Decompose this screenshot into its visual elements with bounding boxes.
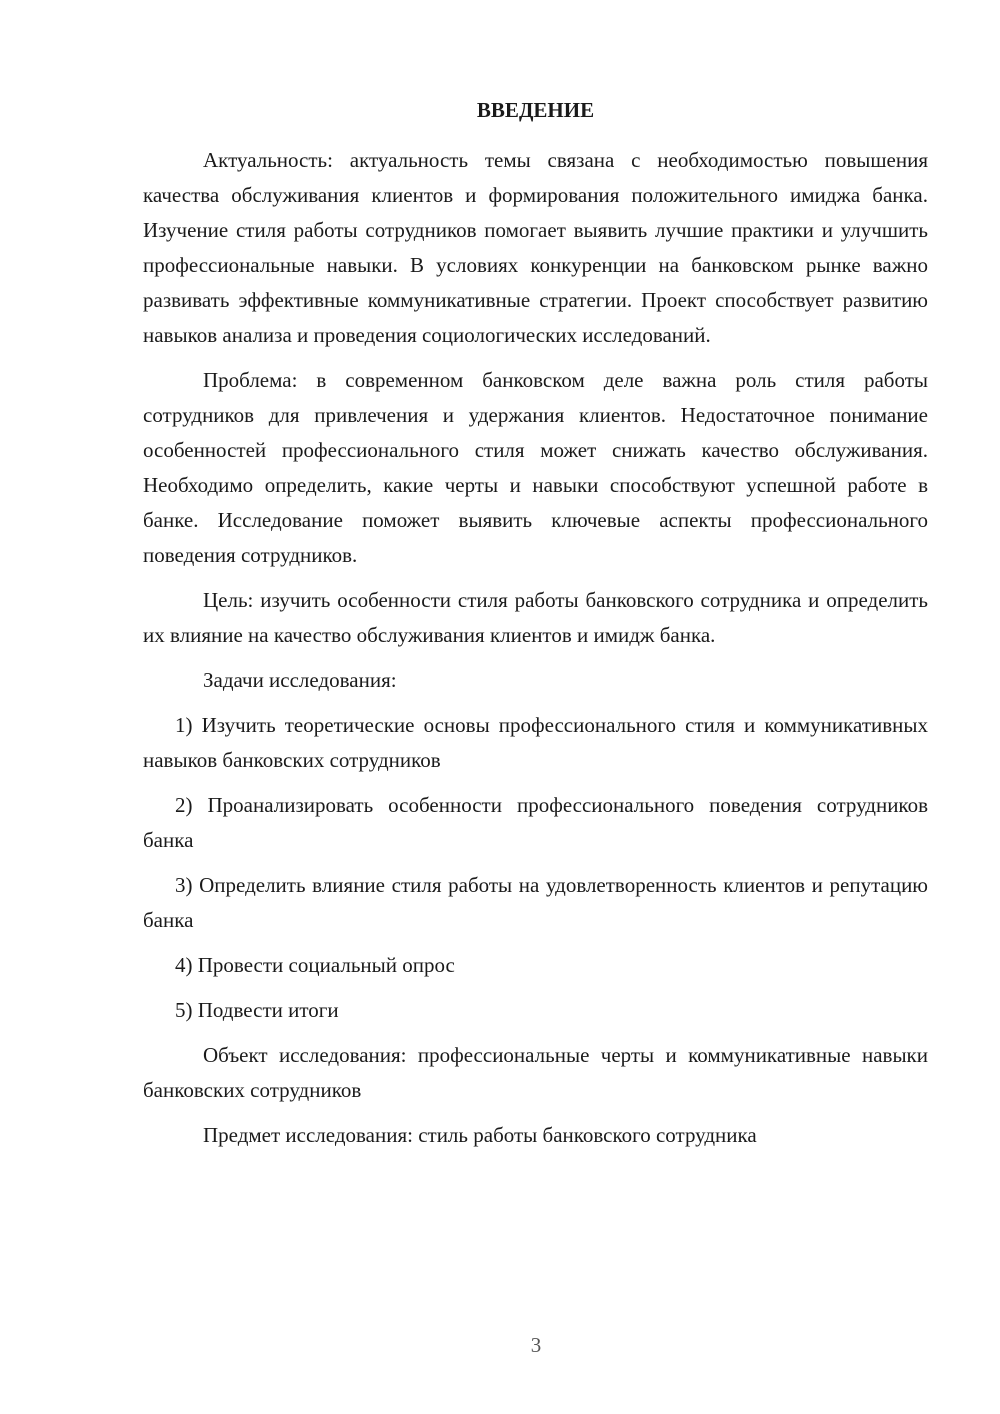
paragraph-relevance: Актуальность: актуальность темы связана с необходимостью повышения качества обслуживания клиентов и формирования положительного имиджа банка. Изучение стиля работы сотрудников помогает выявить лучшие практики и улучшить профессиональные навыки. В условиях конкуренции на банковском рынке важно развивать эффективные коммуникативные стратегии. Проект способствует развитию навыков анализа и проведения социологических исследований.: [143, 148, 928, 347]
task-item-2: 2) Проанализировать особенности профессионального поведения сотрудников банка: [143, 793, 928, 852]
document-page: [143, 95, 928, 1163]
paragraph-object: Объект исследования: профессиональные черты и коммуникативные навыки банковских сотрудников: [143, 1043, 928, 1102]
paragraph-tasks-intro: Задачи исследования:: [203, 668, 397, 692]
paragraph-goal: Цель: изучить особенности стиля работы банковского сотрудника и определить их влияние на качество обслуживания клиентов и имидж банка.: [143, 588, 928, 647]
page-number: 3: [530, 1333, 542, 1357]
paragraph-subject: Предмет исследования: стиль работы банковского сотрудника: [203, 1123, 757, 1147]
task-item-3: 3) Определить влияние стиля работы на удовлетворенность клиентов и репутацию банка: [143, 873, 928, 932]
task-item-5: 5) Подвести итоги: [175, 998, 339, 1022]
task-list: [143, 708, 928, 1028]
paragraph-problem: Проблема: в современном банковском деле важна роль стиля работы сотрудников для привлечения и удержания клиентов. Недостаточное понимание особенностей профессионального стиля может снижать качество обслуживания. Необходимо определить, какие черты и навыки способствуют успешной работе в банке. Исследование поможет выявить ключевые аспекты профессионального поведения сотрудников.: [143, 368, 928, 567]
task-item-4: 4) Провести социальный опрос: [175, 953, 455, 977]
section-heading: ВВЕДЕНИЕ: [476, 98, 595, 122]
task-item-1: 1) Изучить теоретические основы профессионального стиля и коммуникативных навыков банковских сотрудников: [143, 713, 928, 772]
